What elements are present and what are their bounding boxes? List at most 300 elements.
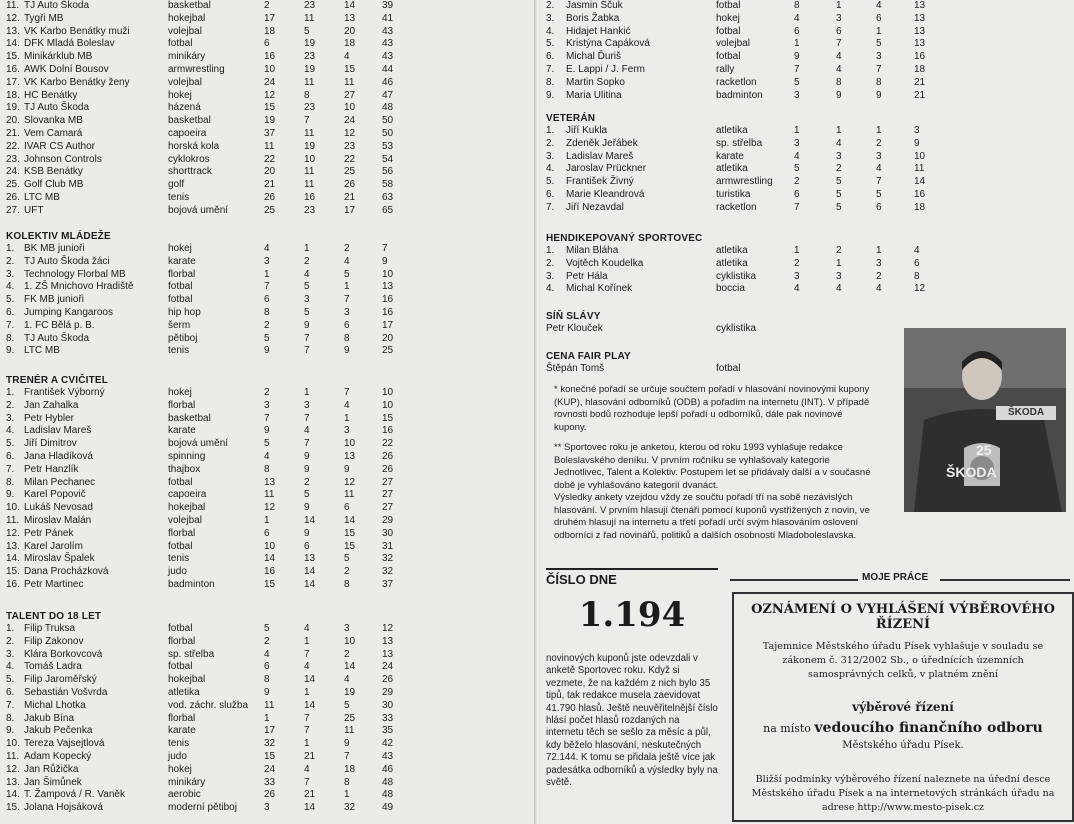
jersey-number: 25	[976, 442, 992, 458]
table-row	[6, 528, 530, 541]
cell-int-rank: 10	[344, 102, 356, 114]
cell-name: Vem Camará	[24, 127, 83, 139]
cell-rank: 18.	[6, 89, 20, 101]
cell-total: 48	[382, 776, 394, 788]
cell-int-rank: 8	[344, 578, 350, 590]
cell-kup-rank: 3	[794, 137, 800, 149]
cell-rank: 4.	[6, 661, 15, 673]
cell-sport: turistika	[716, 188, 751, 200]
table-row	[546, 176, 1068, 189]
cell-odb-rank: 9	[304, 319, 310, 331]
cell-name: Jana Hladíková	[24, 450, 93, 462]
cell-int-rank: 11	[344, 725, 355, 737]
cell-total: 47	[382, 89, 394, 101]
table-row	[6, 38, 530, 51]
cell-sport: atletika	[716, 125, 748, 136]
cell-int-rank: 10	[344, 635, 356, 647]
cell-total: 43	[382, 38, 394, 50]
cell-name: Michal Kořínek	[566, 283, 633, 295]
cell-total: 41	[382, 12, 394, 24]
cell-int-rank: 4	[344, 674, 350, 686]
cell-sport: bojová umění	[168, 438, 229, 450]
fair-sport: fotbal	[716, 363, 741, 374]
cislo-text: novinových kuponů jste odevzdali v anketě Sportovec roku. Když si vezmete, že na každém z nich bylo 35 tipů, tak redakce musela zaevidovat 41.790 hlasů. Ještě neuvěřitelnější číslo hlásí počet hlasů rozdaných na internetu těch se sešlo za měsíc a půl, kdy běželo hlasování, neskutečných 72.144. K tomu se přidala ještě více jak padesátka odborníků a výsledky byly na světě.	[546, 653, 718, 789]
cell-name: Zdeněk Jeřábek	[566, 137, 638, 149]
cell-int-rank: 20	[344, 25, 356, 37]
cell-rank: 15.	[6, 802, 20, 814]
cell-rank: 9.	[6, 489, 15, 501]
cell-kup-rank: 2	[794, 176, 800, 188]
cell-name: František Živný	[566, 176, 634, 188]
cell-int-rank: 1	[344, 412, 350, 424]
cell-total: 18	[914, 63, 926, 75]
cell-total: 26	[382, 674, 394, 686]
cell-int-rank: 5	[344, 699, 350, 711]
cell-sport: karate	[168, 725, 196, 737]
cell-odb-rank: 1	[304, 686, 310, 698]
cell-odb-rank: 14	[304, 674, 316, 686]
notes	[554, 384, 874, 550]
cell-total: 21	[914, 76, 926, 88]
table-row	[6, 154, 530, 167]
cell-total: 46	[382, 763, 394, 775]
cell-kup-rank: 7	[794, 63, 800, 75]
cell-rank: 4.	[6, 425, 15, 437]
cell-sport: tenis	[168, 738, 190, 750]
cell-int-rank: 2	[876, 270, 882, 282]
cell-kup-rank: 14	[264, 553, 276, 565]
table-row	[6, 281, 530, 294]
cell-kup-rank: 4	[794, 150, 800, 162]
table-row	[6, 438, 530, 451]
cell-sport: házená	[168, 102, 201, 114]
cell-odb-rank: 23	[304, 102, 316, 114]
cell-name: Filip Jaroměřský	[24, 674, 97, 686]
table-row	[6, 489, 530, 502]
cell-sport: shorttrack	[168, 166, 212, 178]
cell-name: Filip Zakonov	[24, 635, 84, 647]
cell-odb-rank: 14	[304, 699, 316, 711]
table-row	[6, 205, 530, 218]
cell-int-rank: 22	[344, 153, 356, 165]
cell-int-rank: 18	[344, 763, 356, 775]
cell-name: Tereza Vajsejtlová	[24, 738, 105, 750]
cell-sport: golf	[168, 179, 185, 191]
cell-total: 10	[382, 268, 394, 280]
cell-odb-rank: 7	[304, 776, 310, 788]
cell-name: Marie Kleandrová	[566, 188, 645, 200]
ad-body: Tajemnice Městského úřadu Písek vyhlašuje v souladu se zákonem č. 312/2002 Sb., o úřednících územních samosprávných celků, v platném znění	[762, 641, 1044, 680]
cell-name: Jaroslav Prückner	[566, 163, 647, 175]
cell-rank: 3.	[546, 12, 555, 24]
cell-int-rank: 3	[344, 623, 350, 634]
cell-odb-rank: 19	[304, 140, 316, 152]
cell-total: 42	[382, 738, 394, 750]
cell-int-rank: 11	[344, 489, 355, 501]
cell-kup-rank: 5	[264, 623, 270, 634]
cell-int-rank: 27	[344, 89, 356, 101]
cell-total: 26	[382, 463, 394, 475]
ad-tender: výběrové řízení	[852, 700, 954, 714]
cell-total: 53	[382, 140, 394, 152]
cell-sport: fotbal	[168, 476, 193, 488]
cell-rank: 27.	[6, 204, 20, 216]
cell-kup-rank: 3	[264, 802, 270, 814]
cell-rank: 13.	[6, 776, 20, 788]
cell-kup-rank: 5	[264, 438, 270, 450]
cell-sport: badminton	[168, 578, 215, 590]
cell-total: 50	[382, 115, 394, 127]
cell-rank: 23.	[6, 153, 20, 165]
cell-odb-rank: 13	[304, 553, 316, 565]
cell-kup-rank: 3	[794, 270, 800, 282]
cell-odb-rank: 14	[304, 566, 316, 578]
table-row	[6, 725, 530, 738]
cell-rank: 7.	[546, 63, 555, 75]
cell-rank: 17.	[6, 76, 20, 88]
cell-odb-rank: 3	[836, 12, 842, 24]
cell-kup-rank: 3	[264, 255, 270, 267]
cell-kup-rank: 11	[264, 140, 275, 152]
table-row	[6, 179, 530, 192]
veteran-table	[546, 125, 1068, 215]
cell-int-rank: 2	[344, 243, 350, 254]
cell-rank: 1.	[546, 125, 555, 136]
cell-name: Minikárklub MB	[24, 51, 93, 63]
cell-total: 50	[382, 127, 394, 139]
cell-rank: 1.	[6, 243, 15, 254]
note-1: * konečné pořadí se určuje součtem pořadí v hlasování novinovými kupony (KUP), hlasování odborníků (ODB) a pořadím na internetu (INT). V případě rovnosti bodů rozhoduje lepší pořadí u odborníků, dále pak novinové kupony.	[554, 384, 870, 433]
cell-int-rank: 7	[344, 750, 350, 762]
trener-table	[6, 387, 530, 592]
cell-sport: florbal	[168, 712, 196, 724]
cell-sport: sp. střelba	[168, 648, 215, 660]
cell-name: FK MB junioři	[24, 294, 85, 306]
cell-kup-rank: 15	[264, 578, 276, 590]
cell-rank: 3.	[6, 268, 15, 280]
cell-odb-rank: 9	[304, 502, 310, 514]
cell-rank: 11.	[6, 514, 20, 526]
cell-kup-rank: 32	[264, 738, 276, 750]
cell-odb-rank: 5	[304, 25, 310, 37]
cell-total: 7	[382, 243, 388, 254]
cell-odb-rank: 2	[304, 476, 310, 488]
cell-total: 30	[382, 699, 394, 711]
cell-int-rank: 5	[876, 188, 882, 200]
table-row	[546, 189, 1068, 202]
cell-name: Technology Florbal MB	[24, 268, 126, 280]
cell-int-rank: 25	[344, 166, 356, 178]
cell-name: Petr Hála	[566, 270, 608, 282]
cell-odb-rank: 7	[304, 712, 310, 724]
cell-total: 24	[382, 661, 394, 673]
cell-total: 13	[382, 648, 394, 660]
cell-kup-rank: 1	[794, 38, 800, 50]
cell-odb-rank: 11	[304, 12, 315, 24]
cell-int-rank: 4	[876, 0, 882, 11]
cell-odb-rank: 1	[836, 0, 842, 11]
cell-name: VK Karbo Benátky ženy	[24, 76, 130, 88]
cell-sport: karate	[168, 255, 196, 267]
cell-int-rank: 26	[344, 179, 356, 191]
cell-odb-rank: 11	[304, 76, 315, 88]
cell-name: Filip Truksa	[24, 623, 76, 634]
table-row	[6, 294, 530, 307]
cell-total: 10	[382, 399, 394, 411]
cell-name: Petr Hanzlík	[24, 463, 79, 475]
cell-int-rank: 11	[344, 76, 355, 88]
cell-kup-rank: 37	[264, 127, 276, 139]
cell-name: Ladislav Mareš	[566, 150, 634, 162]
cell-odb-rank: 7	[304, 115, 310, 127]
cell-name: VK Karbo Benátky muži	[24, 25, 130, 37]
table-row	[546, 51, 1068, 64]
cell-total: 10	[914, 150, 926, 162]
cell-kup-rank: 9	[264, 686, 270, 698]
table-row	[6, 451, 530, 464]
table-row	[546, 0, 1068, 13]
cell-odb-rank: 3	[304, 294, 310, 306]
cell-rank: 3.	[6, 648, 15, 660]
cell-int-rank: 9	[876, 89, 882, 101]
cell-kup-rank: 13	[264, 476, 276, 488]
cell-rank: 25.	[6, 179, 20, 191]
cell-sport: volejbal	[716, 38, 750, 50]
cell-name: Maria Ulitina	[566, 89, 622, 101]
cell-name: Jiří Kukla	[566, 125, 608, 136]
cell-sport: sp. střelba	[716, 137, 763, 149]
cell-total: 58	[382, 179, 394, 191]
kolektiv-table	[6, 243, 530, 358]
cell-total: 46	[382, 76, 394, 88]
cell-int-rank: 1	[876, 125, 882, 136]
cell-odb-rank: 10	[304, 153, 316, 165]
cell-name: Boris Žabka	[566, 12, 620, 24]
table-row	[6, 738, 530, 751]
cell-kup-rank: 33	[264, 776, 276, 788]
cell-rank: 8.	[6, 476, 15, 488]
cell-odb-rank: 1	[304, 243, 310, 254]
cell-sport: karate	[168, 425, 196, 437]
cell-kup-rank: 2	[264, 635, 270, 647]
cell-int-rank: 2	[344, 648, 350, 660]
cell-name: Johnson Controls	[24, 153, 102, 165]
cell-kup-rank: 1	[264, 514, 270, 526]
section-title: CENA FAIR PLAY	[546, 351, 631, 362]
cell-kup-rank: 4	[264, 243, 270, 254]
cell-rank: 8.	[6, 332, 15, 344]
table-row	[546, 90, 1068, 103]
hockey-player-photo	[904, 328, 1066, 512]
cell-sport: volejbal	[168, 514, 202, 526]
table-row	[6, 661, 530, 674]
cell-total: 26	[382, 450, 394, 462]
cell-int-rank: 7	[344, 387, 350, 398]
cell-kup-rank: 8	[794, 0, 800, 11]
kolektiv-section	[6, 230, 530, 358]
cell-sport: spinning	[168, 450, 206, 462]
cell-total: 48	[382, 789, 394, 801]
ad-title: OZNÁMENÍ O VYHLÁŠENÍ VÝBĚROVÉHO ŘÍZENÍ	[751, 602, 1055, 632]
cell-total: 33	[382, 712, 394, 724]
cell-sport: volejbal	[168, 76, 202, 88]
cell-int-rank: 9	[344, 738, 350, 750]
cell-rank: 7.	[6, 319, 15, 331]
cell-name: Jiří Nezavdal	[566, 201, 624, 213]
cell-int-rank: 5	[876, 38, 882, 50]
cell-int-rank: 4	[344, 255, 350, 267]
cell-kup-rank: 26	[264, 191, 276, 203]
cell-total: 13	[382, 635, 394, 647]
cell-odb-rank: 1	[304, 635, 310, 647]
table-row	[6, 26, 530, 39]
ad-footer: Bližší podmínky výběrového řízení naleznete na úřední desce Městského úřadu Písek a na internetových stránkách úřadu na adrese http://www.mesto-pisek.cz	[751, 774, 1055, 813]
cell-total: 18	[914, 201, 926, 213]
cell-kup-rank: 6	[794, 25, 800, 37]
cell-kup-rank: 6	[794, 188, 800, 200]
cell-odb-rank: 1	[304, 738, 310, 750]
cell-odb-rank: 7	[304, 345, 310, 357]
cell-rank: 15.	[6, 51, 20, 63]
cell-kup-rank: 4	[264, 450, 270, 462]
cell-name: Jakub Pečenka	[24, 725, 93, 737]
cell-name: Michal Lhotka	[24, 699, 86, 711]
cell-sport: badminton	[716, 89, 763, 101]
cell-total: 3	[914, 125, 920, 136]
cell-total: 25	[382, 345, 394, 357]
cislo-number: 1.194	[578, 595, 686, 635]
cell-total: 12	[914, 283, 926, 295]
cell-kup-rank: 20	[264, 166, 276, 178]
cell-name: Kristýna Capáková	[566, 38, 650, 50]
cell-rank: 19.	[6, 102, 20, 114]
cell-odb-rank: 21	[304, 750, 316, 762]
cell-name: Jasmin Ščuk	[566, 0, 623, 11]
cell-odb-rank: 4	[304, 623, 310, 634]
top-table	[546, 0, 1068, 102]
cell-name: LTC MB	[24, 345, 60, 357]
moje-prace-header	[730, 572, 1070, 586]
section-title: TRENÉR A CVIČITEL	[6, 375, 109, 386]
cell-int-rank: 2	[876, 137, 882, 149]
cell-name: Klára Borkovcová	[24, 648, 103, 660]
cell-total: 43	[382, 25, 394, 37]
cell-int-rank: 8	[344, 776, 350, 788]
table-row	[6, 789, 530, 802]
cell-kup-rank: 15	[264, 102, 276, 114]
cell-sport: basketbal	[168, 412, 211, 424]
cell-kup-rank: 9	[264, 425, 270, 437]
cell-int-rank: 4	[344, 51, 350, 63]
cell-name: Jan Šimůnek	[24, 776, 82, 788]
cell-rank: 2.	[6, 399, 15, 411]
cell-total: 9	[914, 137, 920, 149]
clubs-table	[6, 0, 530, 218]
cell-total: 16	[382, 306, 394, 318]
cell-int-rank: 1	[344, 789, 350, 801]
cell-kup-rank: 1	[794, 245, 800, 256]
cell-odb-rank: 11	[304, 166, 315, 178]
table-row	[6, 13, 530, 26]
cell-kup-rank: 25	[264, 204, 276, 216]
cell-sport: tenis	[168, 553, 190, 565]
table-row	[546, 283, 1068, 296]
cell-name: František Výborný	[24, 387, 105, 398]
cell-name: DFK Mladá Boleslav	[24, 38, 115, 50]
cell-total: 65	[382, 204, 394, 216]
cell-odb-rank: 1	[304, 387, 310, 398]
cell-int-rank: 14	[344, 514, 356, 526]
cell-sport: karate	[716, 150, 744, 162]
cell-name: KSB Benátky	[24, 166, 83, 178]
cell-odb-rank: 3	[836, 150, 842, 162]
table-row	[6, 751, 530, 764]
table-row	[6, 502, 530, 515]
cell-odb-rank: 9	[304, 463, 310, 475]
cell-sport: minikáry	[168, 776, 206, 788]
table-row	[546, 13, 1068, 26]
cell-odb-rank: 5	[304, 306, 310, 318]
cell-name: Dana Procházková	[24, 566, 109, 578]
cell-kup-rank: 2	[264, 387, 270, 398]
table-row	[6, 128, 530, 141]
cell-sport: fotbal	[168, 661, 193, 673]
cell-odb-rank: 4	[836, 63, 842, 75]
cell-rank: 3.	[6, 412, 15, 424]
table-row	[6, 674, 530, 687]
cell-int-rank: 9	[344, 463, 350, 475]
table-row	[6, 413, 530, 426]
cell-kup-rank: 1	[794, 125, 800, 136]
cell-kup-rank: 1	[264, 712, 270, 724]
cell-kup-rank: 18	[264, 25, 276, 37]
table-row	[6, 477, 530, 490]
cell-rank: 9.	[6, 345, 15, 357]
cell-int-rank: 3	[876, 150, 882, 162]
cell-name: Jan Zahalka	[24, 399, 79, 411]
table-row	[546, 26, 1068, 39]
cell-int-rank: 3	[344, 306, 350, 318]
table-row	[546, 163, 1068, 176]
cell-kup-rank: 24	[264, 763, 276, 775]
cell-int-rank: 4	[344, 399, 350, 411]
cell-odb-rank: 7	[304, 648, 310, 660]
cell-sport: fotbal	[168, 623, 193, 634]
cell-name: BK MB junioři	[24, 243, 85, 254]
right-column	[540, 0, 1074, 824]
cell-name: E. Lappi / J. Ferm	[566, 63, 645, 75]
cell-int-rank: 10	[344, 438, 356, 450]
cell-sport: capoeira	[168, 489, 207, 501]
cell-sport: hokej	[716, 12, 740, 24]
cell-int-rank: 19	[344, 686, 356, 698]
cell-int-rank: 3	[876, 51, 882, 63]
cell-odb-rank: 2	[836, 163, 842, 175]
cell-odb-rank: 3	[304, 399, 310, 411]
cell-rank: 10.	[6, 738, 20, 750]
cell-kup-rank: 8	[264, 463, 270, 475]
section-title: HENDIKEPOVANÝ SPORTOVEC	[546, 233, 703, 244]
table-row	[6, 256, 530, 269]
cell-sport: horská kola	[168, 140, 220, 152]
cell-odb-rank: 2	[836, 245, 842, 256]
cell-name: Jiří Dimitrov	[24, 438, 77, 450]
table-row	[6, 553, 530, 566]
cell-name: Jolana Hojsáková	[24, 802, 103, 814]
cell-total: 49	[382, 802, 394, 814]
table-row	[6, 269, 530, 282]
cell-sport: florbal	[168, 399, 196, 411]
